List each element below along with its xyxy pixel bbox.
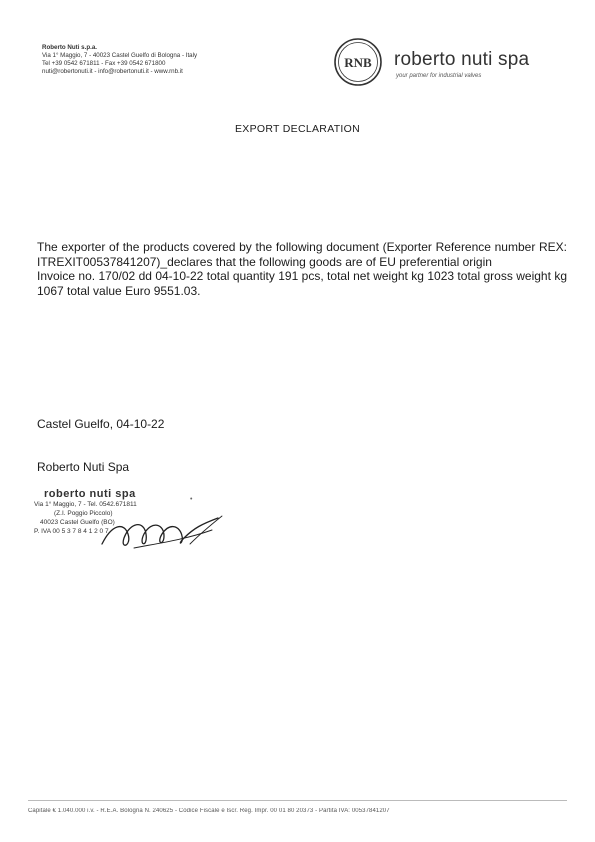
stamp-city: 40023 Castel Guelfo (BO) (40, 519, 115, 526)
logo-tagline: your partner for industrial valves (396, 73, 482, 79)
declaration-body (37, 240, 567, 298)
footer-divider (28, 800, 567, 801)
letterhead-address: Via 1° Maggio, 7 - 40023 Castel Guelfo di Bologna - Italy (42, 52, 198, 59)
stamp-address: Via 1° Maggio, 7 - Tel. 0542.671811 (34, 501, 137, 508)
declaration-paragraph: The exporter of the products covered by the following document (Exporter Reference number REX: ITREXIT00537841207)_declares that the following goods are of EU preferential origin (37, 240, 567, 269)
page-footer (0, 800, 595, 830)
stamp-mark: • (190, 496, 193, 503)
logo-monogram: RNB (344, 55, 372, 70)
stamp-company-name: roberto nuti spa (44, 488, 136, 500)
rnb-seal-icon (332, 36, 384, 88)
company-stamp (34, 486, 224, 556)
place-date: Castel Guelfo, 04-10-22 (37, 417, 165, 431)
letterhead-phone-fax: Tel +39 0542 671811 - Fax +39 0542 671800 (42, 60, 166, 67)
handwritten-signature-icon (94, 504, 224, 554)
letterhead-email-web: nuti@robertonuti.it - info@robertonuti.it - www.rnb.it (42, 68, 183, 75)
letterhead-company-name: Roberto Nuti s.p.a. (42, 44, 98, 51)
stamp-vat-number: P. IVA 00 5 3 7 8 4 1 2 0 7 (34, 528, 109, 535)
stamp-locality: (Z.I. Poggio Piccolo) (54, 510, 113, 517)
footer-legal-text: Capitale € 1.040.000 i.v. - R.E.A. Bologna N. 240625 - Codice Fiscale e Iscr. Reg. Impr. 00 01 80 20373 - Partita IVA: 00537841207 (28, 808, 390, 814)
invoice-paragraph: Invoice no. 170/02 dd 04-10-22 total quantity 191 pcs, total net weight kg 1023 total gross weight kg 1067 total value Euro 9551.03. (37, 269, 567, 298)
page-title: EXPORT DECLARATION (234, 123, 360, 135)
signatory-name: Roberto Nuti Spa (37, 460, 130, 474)
letterhead-company-info (42, 44, 302, 76)
company-logo (332, 36, 582, 82)
logo-wordmark: roberto nuti spa (394, 49, 530, 70)
